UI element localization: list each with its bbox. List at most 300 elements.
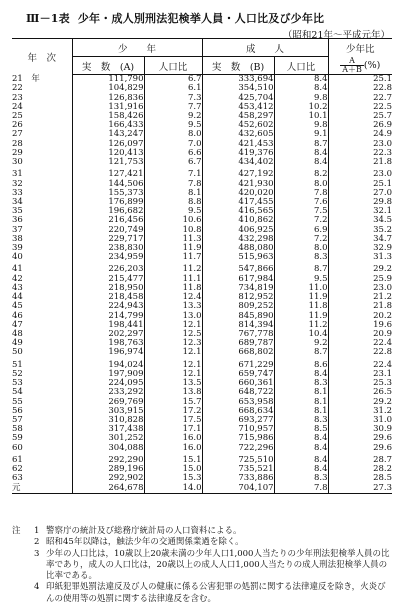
cell-juvenile-share: 22.4 xyxy=(328,358,392,370)
cell-juvenile-count: 176,899 xyxy=(72,198,144,207)
cell-juvenile-pop-ratio: 7.8 xyxy=(144,179,202,188)
cell-juvenile-share: 27.0 xyxy=(328,189,392,198)
cell-juvenile-count: 218,458 xyxy=(72,293,144,302)
note-text: 少年の人口比は，10歳以上20歳未満の少年人口1,000人当たりの少年刑法犯検挙人員の比率であり，成人の人口比は，20歳以上の成人人口1,000人当たりの成人刑法犯検挙人員の比率である。 xyxy=(46,548,390,582)
cell-adult-pop-ratio: 8.0 xyxy=(274,244,328,253)
note-item xyxy=(12,537,394,548)
cell-year: 61 xyxy=(12,454,23,465)
cell-adult-pop-ratio: 7.8 xyxy=(274,189,328,198)
cell-adult-count: 420,020 xyxy=(202,189,274,198)
table-row xyxy=(12,302,392,311)
cell-juvenile-pop-ratio: 15.3 xyxy=(144,474,202,483)
cell-juvenile-count: 269,769 xyxy=(72,397,144,406)
note-text: 昭和45年以降は，触法少年の交通関係業過を除く。 xyxy=(46,537,244,548)
cell-adult-pop-ratio: 8.2 xyxy=(274,167,328,179)
cell-juvenile-pop-ratio: 7.1 xyxy=(144,167,202,179)
table-row xyxy=(12,140,392,149)
cell-juvenile-share: 26.9 xyxy=(328,121,392,130)
col-header-year: 年 次 xyxy=(12,39,72,75)
cell-adult-pop-ratio: 8.1 xyxy=(274,407,328,416)
cell-year: 62 xyxy=(12,464,23,475)
cell-year: 59 xyxy=(12,433,23,444)
cell-juvenile-share: 28.5 xyxy=(328,474,392,483)
cell-adult-pop-ratio: 8.4 xyxy=(274,75,328,85)
table-row xyxy=(12,330,392,339)
cell-adult-count: 452,602 xyxy=(202,121,274,130)
cell-juvenile-pop-ratio: 11.1 xyxy=(144,275,202,284)
table-row xyxy=(12,370,392,379)
cell-juvenile-pop-ratio: 10.8 xyxy=(144,226,202,235)
cell-year: 46 xyxy=(12,310,23,321)
table-row xyxy=(12,103,392,112)
cell-juvenile-pop-ratio: 12.1 xyxy=(144,370,202,379)
cell-juvenile-count: 304,088 xyxy=(72,444,144,453)
cell-juvenile-count: 303,915 xyxy=(72,407,144,416)
table-row xyxy=(12,407,392,416)
cell-juvenile-count: 218,950 xyxy=(72,284,144,293)
cell-adult-count: 333,694 xyxy=(202,75,274,85)
cell-juvenile-share: 27.3 xyxy=(328,483,392,493)
cell-adult-pop-ratio: 10.4 xyxy=(274,330,328,339)
cell-juvenile-share: 25.1 xyxy=(328,75,392,85)
cell-year: 23 xyxy=(12,92,23,103)
col-header-juvenile-ratio: 少年比 xyxy=(328,39,392,57)
cell-juvenile-count: 166,433 xyxy=(72,121,144,130)
cell-juvenile-share: 25.9 xyxy=(328,275,392,284)
cell-adult-pop-ratio: 11.8 xyxy=(274,302,328,311)
note-text: 印紙犯罪処罰法違反及び人の健康に係る公害犯罪の処罰に関する法律違反を除き，火炎びんの使用等の処罰に関する法律違反を含む。 xyxy=(46,582,386,604)
cell-juvenile-pop-ratio: 7.0 xyxy=(144,140,202,149)
cell-adult-count: 722,296 xyxy=(202,444,274,453)
cell-year: 57 xyxy=(12,414,23,425)
cell-juvenile-count: 289,196 xyxy=(72,465,144,474)
cell-adult-count: 660,361 xyxy=(202,379,274,388)
cell-adult-count: 453,412 xyxy=(202,103,274,112)
cell-juvenile-pop-ratio: 11.2 xyxy=(144,262,202,274)
cell-adult-count: 515,963 xyxy=(202,253,274,262)
cell-juvenile-share: 22.8 xyxy=(328,84,392,93)
table-row xyxy=(12,149,392,158)
cell-juvenile-count: 198,763 xyxy=(72,339,144,348)
cell-adult-pop-ratio: 7.6 xyxy=(274,198,328,207)
cell-adult-pop-ratio: 10.2 xyxy=(274,103,328,112)
cell-adult-count: 416,565 xyxy=(202,207,274,216)
table-row xyxy=(12,483,392,493)
cell-juvenile-count: 155,373 xyxy=(72,189,144,198)
cell-adult-count: 417,455 xyxy=(202,198,274,207)
cell-adult-count: 767,778 xyxy=(202,330,274,339)
table-row xyxy=(12,474,392,483)
cell-juvenile-share: 19.6 xyxy=(328,321,392,330)
cell-adult-pop-ratio: 10.1 xyxy=(274,112,328,121)
statistics-table xyxy=(12,38,392,494)
cell-juvenile-share: 23.0 xyxy=(328,167,392,179)
cell-juvenile-count: 197,909 xyxy=(72,370,144,379)
cell-adult-pop-ratio: 8.4 xyxy=(274,149,328,158)
cell-juvenile-share: 22.7 xyxy=(328,93,392,102)
table-row xyxy=(12,130,392,139)
cell-year: 51 xyxy=(12,359,23,370)
cell-year: 43 xyxy=(12,282,23,293)
cell-adult-pop-ratio: 8.1 xyxy=(274,388,328,397)
cell-adult-pop-ratio: 8.7 xyxy=(274,348,328,357)
cell-adult-count: 458,297 xyxy=(202,112,274,121)
cell-adult-pop-ratio: 8.4 xyxy=(274,370,328,379)
note-number: 2 xyxy=(34,537,40,548)
cell-adult-count: 421,930 xyxy=(202,179,274,188)
cell-juvenile-share: 28.2 xyxy=(328,465,392,474)
cell-juvenile-pop-ratio: 6.6 xyxy=(144,149,202,158)
note-label xyxy=(12,582,34,605)
cell-adult-pop-ratio: 8.4 xyxy=(274,444,328,453)
cell-juvenile-pop-ratio: 12.1 xyxy=(144,348,202,357)
cell-adult-count: 734,819 xyxy=(202,284,274,293)
table-row xyxy=(12,379,392,388)
fraction-denominator: A＋B xyxy=(342,64,362,74)
table-row xyxy=(12,284,392,293)
cell-adult-pop-ratio: 8.3 xyxy=(274,416,328,425)
cell-juvenile-pop-ratio: 8.0 xyxy=(144,130,202,139)
cell-juvenile-count: 126,097 xyxy=(72,140,144,149)
table-row xyxy=(12,453,392,465)
cell-adult-pop-ratio: 8.3 xyxy=(274,474,328,483)
note-item xyxy=(12,582,394,605)
cell-year: 21 年 xyxy=(12,73,40,84)
cell-adult-pop-ratio: 8.4 xyxy=(274,453,328,465)
cell-adult-count: 488,080 xyxy=(202,244,274,253)
cell-juvenile-count: 301,252 xyxy=(72,434,144,443)
note-number: 1 xyxy=(34,526,40,536)
cell-adult-count: 410,862 xyxy=(202,216,274,225)
cell-year: 48 xyxy=(12,329,23,340)
cell-adult-count: 425,704 xyxy=(202,93,274,102)
table-row xyxy=(12,167,392,179)
cell-juvenile-count: 216,456 xyxy=(72,216,144,225)
cell-juvenile-share: 32.9 xyxy=(328,244,392,253)
cell-juvenile-pop-ratio: 15.0 xyxy=(144,465,202,474)
cell-adult-count: 735,521 xyxy=(202,465,274,474)
cell-juvenile-count: 143,247 xyxy=(72,130,144,139)
cell-juvenile-pop-ratio: 17.1 xyxy=(144,425,202,434)
cell-juvenile-count: 317,438 xyxy=(72,425,144,434)
cell-adult-pop-ratio: 11.9 xyxy=(274,293,328,302)
table-row xyxy=(12,388,392,397)
note-label xyxy=(12,549,34,583)
cell-juvenile-pop-ratio: 17.5 xyxy=(144,416,202,425)
cell-year: 44 xyxy=(12,292,23,303)
col-header-juvenile: 少 年 xyxy=(72,39,202,57)
cell-year: 60 xyxy=(12,442,23,453)
cell-adult-pop-ratio: 11.0 xyxy=(274,284,328,293)
cell-juvenile-pop-ratio: 12.5 xyxy=(144,330,202,339)
table-row xyxy=(12,93,392,102)
note-label: 注 xyxy=(12,526,21,536)
cell-adult-count: 710,957 xyxy=(202,425,274,434)
cell-juvenile-pop-ratio: 16.0 xyxy=(144,444,202,453)
cell-adult-pop-ratio: 9.5 xyxy=(274,275,328,284)
cell-adult-pop-ratio: 7.8 xyxy=(274,483,328,493)
cell-juvenile-share: 22.8 xyxy=(328,348,392,357)
cell-juvenile-share: 20.2 xyxy=(328,311,392,320)
col-header-pop-ratio-adult: 人口比 xyxy=(274,57,328,75)
cell-adult-pop-ratio: 8.6 xyxy=(274,358,328,370)
cell-juvenile-share: 29.8 xyxy=(328,198,392,207)
table-row xyxy=(12,121,392,130)
cell-juvenile-share: 25.7 xyxy=(328,112,392,121)
cell-adult-count: 434,402 xyxy=(202,158,274,167)
table-row xyxy=(12,189,392,198)
table-row xyxy=(12,425,392,434)
table-title xyxy=(26,10,324,26)
cell-adult-pop-ratio: 7.2 xyxy=(274,216,328,225)
cell-juvenile-pop-ratio: 7.7 xyxy=(144,103,202,112)
cell-adult-count: 715,986 xyxy=(202,434,274,443)
cell-juvenile-share: 30.9 xyxy=(328,425,392,434)
cell-juvenile-pop-ratio: 11.8 xyxy=(144,284,202,293)
cell-juvenile-pop-ratio: 17.2 xyxy=(144,407,202,416)
notes-list xyxy=(12,526,394,605)
col-header-actual-a: 実 数 (A) xyxy=(72,57,144,75)
cell-juvenile-count: 144,506 xyxy=(72,179,144,188)
cell-juvenile-share: 25.3 xyxy=(328,379,392,388)
cell-juvenile-pop-ratio: 9.5 xyxy=(144,121,202,130)
col-header-pop-ratio-juvenile: 人口比 xyxy=(144,57,202,75)
note-label xyxy=(12,537,34,548)
cell-juvenile-count: 194,024 xyxy=(72,358,144,370)
table-row xyxy=(12,244,392,253)
cell-juvenile-share: 29.2 xyxy=(328,397,392,406)
cell-adult-pop-ratio: 8.4 xyxy=(274,434,328,443)
table-row xyxy=(12,207,392,216)
table-title-text: 少年・成人別刑法犯検挙人員・人口比及び少年比 xyxy=(77,12,325,25)
cell-adult-count: 668,634 xyxy=(202,407,274,416)
cell-juvenile-share: 22.3 xyxy=(328,149,392,158)
cell-year: 26 xyxy=(12,120,23,131)
cell-juvenile-pop-ratio: 8.8 xyxy=(144,198,202,207)
cell-juvenile-pop-ratio: 9.2 xyxy=(144,112,202,121)
cell-juvenile-count: 111,790 xyxy=(72,75,144,85)
cell-juvenile-share: 24.9 xyxy=(328,130,392,139)
cell-juvenile-count: 215,477 xyxy=(72,275,144,284)
cell-juvenile-share: 22.4 xyxy=(328,339,392,348)
cell-juvenile-pop-ratio: 11.3 xyxy=(144,235,202,244)
cell-year: 54 xyxy=(12,387,23,398)
cell-adult-count: 812,952 xyxy=(202,293,274,302)
cell-adult-pop-ratio: 8.3 xyxy=(274,379,328,388)
cell-juvenile-pop-ratio: 6.7 xyxy=(144,158,202,167)
cell-year: 34 xyxy=(12,196,23,207)
cell-juvenile-pop-ratio: 16.0 xyxy=(144,434,202,443)
cell-juvenile-share: 25.1 xyxy=(328,179,392,188)
cell-juvenile-pop-ratio: 12.3 xyxy=(144,339,202,348)
cell-adult-count: 432,298 xyxy=(202,235,274,244)
cell-adult-pop-ratio: 9.8 xyxy=(274,93,328,102)
cell-juvenile-count: 292,902 xyxy=(72,474,144,483)
cell-year: 33 xyxy=(12,187,23,198)
cell-year: 58 xyxy=(12,424,23,435)
table-code: Ⅲ－1表 xyxy=(26,12,70,25)
cell-adult-pop-ratio: 7.2 xyxy=(274,235,328,244)
cell-adult-pop-ratio: 6.9 xyxy=(274,226,328,235)
cell-juvenile-pop-ratio: 9.5 xyxy=(144,207,202,216)
table-row xyxy=(12,465,392,474)
percent-unit: (%) xyxy=(363,59,381,71)
cell-juvenile-share: 32.1 xyxy=(328,207,392,216)
cell-year: 39 xyxy=(12,243,23,254)
cell-juvenile-pop-ratio: 10.6 xyxy=(144,216,202,225)
cell-adult-count: 704,107 xyxy=(202,483,274,493)
cell-juvenile-pop-ratio: 12.1 xyxy=(144,321,202,330)
cell-year: 38 xyxy=(12,233,23,244)
table-row xyxy=(12,358,392,370)
cell-juvenile-share: 29.2 xyxy=(328,262,392,274)
cell-juvenile-pop-ratio: 8.1 xyxy=(144,189,202,198)
cell-juvenile-count: 196,974 xyxy=(72,348,144,357)
cell-juvenile-count: 131,916 xyxy=(72,103,144,112)
cell-juvenile-count: 292,290 xyxy=(72,453,144,465)
cell-adult-count: 671,229 xyxy=(202,358,274,370)
cell-year: 49 xyxy=(12,338,23,349)
cell-year: 63 xyxy=(12,473,23,484)
table-row xyxy=(12,397,392,406)
cell-adult-count: 653,958 xyxy=(202,397,274,406)
cell-year: 36 xyxy=(12,215,23,226)
notes-section xyxy=(12,526,394,605)
table-period: （昭和21年～平成元年） xyxy=(282,30,390,41)
cell-adult-count: 648,722 xyxy=(202,388,274,397)
cell-year: 30 xyxy=(12,157,23,168)
note-item xyxy=(12,549,394,583)
cell-year: 53 xyxy=(12,378,23,389)
cell-year: 32 xyxy=(12,178,23,189)
table-row xyxy=(12,434,392,443)
cell-juvenile-pop-ratio: 13.5 xyxy=(144,379,202,388)
cell-juvenile-count: 126,836 xyxy=(72,93,144,102)
table-body xyxy=(12,75,392,494)
cell-adult-pop-ratio: 9.2 xyxy=(274,339,328,348)
cell-juvenile-pop-ratio: 12.4 xyxy=(144,293,202,302)
table-row xyxy=(12,198,392,207)
cell-year: 22 xyxy=(12,83,23,94)
cell-juvenile-count: 234,959 xyxy=(72,253,144,262)
cell-juvenile-count: 238,830 xyxy=(72,244,144,253)
cell-juvenile-count: 226,203 xyxy=(72,262,144,274)
cell-juvenile-count: 264,678 xyxy=(72,483,144,493)
cell-juvenile-share: 26.5 xyxy=(328,388,392,397)
table-row xyxy=(12,444,392,453)
cell-adult-count: 617,984 xyxy=(202,275,274,284)
cell-juvenile-pop-ratio: 11.7 xyxy=(144,253,202,262)
ratio-fraction xyxy=(340,57,364,74)
cell-juvenile-share: 21.2 xyxy=(328,293,392,302)
table-row xyxy=(12,179,392,188)
note-item xyxy=(12,526,394,537)
cell-adult-count: 432,605 xyxy=(202,130,274,139)
table-row xyxy=(12,253,392,262)
cell-adult-count: 814,394 xyxy=(202,321,274,330)
cell-juvenile-share: 29.6 xyxy=(328,444,392,453)
cell-juvenile-count: 224,095 xyxy=(72,379,144,388)
cell-juvenile-share: 23.0 xyxy=(328,284,392,293)
cell-year: 元 xyxy=(12,483,72,493)
cell-juvenile-count: 202,297 xyxy=(72,330,144,339)
table-row xyxy=(12,158,392,167)
cell-year: 28 xyxy=(12,138,23,149)
cell-juvenile-pop-ratio: 6.1 xyxy=(144,84,202,93)
cell-year: 25 xyxy=(12,110,23,121)
cell-juvenile-pop-ratio: 14.0 xyxy=(144,483,202,493)
cell-adult-count: 547,866 xyxy=(202,262,274,274)
cell-adult-pop-ratio: 11.2 xyxy=(274,321,328,330)
cell-juvenile-share: 35.2 xyxy=(328,226,392,235)
cell-adult-count: 725,510 xyxy=(202,453,274,465)
cell-juvenile-count: 233,292 xyxy=(72,388,144,397)
cell-juvenile-share: 21.8 xyxy=(328,302,392,311)
cell-juvenile-count: 310,828 xyxy=(72,416,144,425)
cell-year: 31 xyxy=(12,169,23,180)
cell-adult-pop-ratio: 11.9 xyxy=(274,311,328,320)
cell-adult-pop-ratio: 9.8 xyxy=(274,121,328,130)
cell-juvenile-pop-ratio: 15.1 xyxy=(144,453,202,465)
cell-juvenile-pop-ratio: 13.0 xyxy=(144,311,202,320)
cell-year: 27 xyxy=(12,129,23,140)
cell-adult-count: 354,510 xyxy=(202,84,274,93)
cell-adult-pop-ratio: 8.1 xyxy=(274,397,328,406)
table-row xyxy=(12,348,392,357)
cell-adult-count: 845,890 xyxy=(202,311,274,320)
table-row xyxy=(12,293,392,302)
cell-juvenile-share: 22.5 xyxy=(328,103,392,112)
cell-year: 56 xyxy=(12,405,23,416)
cell-juvenile-share: 31.3 xyxy=(328,253,392,262)
cell-year: 37 xyxy=(12,224,23,235)
cell-adult-count: 689,787 xyxy=(202,339,274,348)
table-row xyxy=(12,84,392,93)
fraction-numerator: A xyxy=(340,57,364,66)
cell-adult-pop-ratio: 8.3 xyxy=(274,253,328,262)
cell-adult-pop-ratio: 8.4 xyxy=(274,84,328,93)
cell-adult-pop-ratio: 7.5 xyxy=(274,207,328,216)
cell-juvenile-share: 34.7 xyxy=(328,235,392,244)
cell-adult-pop-ratio: 9.1 xyxy=(274,130,328,139)
cell-juvenile-count: 158,426 xyxy=(72,112,144,121)
table-row xyxy=(12,339,392,348)
cell-year: 42 xyxy=(12,273,23,284)
table-row xyxy=(12,75,392,85)
cell-juvenile-share: 28.7 xyxy=(328,453,392,465)
col-header-ratio-formula xyxy=(328,57,392,75)
cell-juvenile-count: 120,413 xyxy=(72,149,144,158)
cell-juvenile-share: 31.2 xyxy=(328,407,392,416)
cell-juvenile-pop-ratio: 13.8 xyxy=(144,388,202,397)
cell-year: 47 xyxy=(12,319,23,330)
table-row xyxy=(12,262,392,274)
table-row xyxy=(12,416,392,425)
cell-adult-count: 733,886 xyxy=(202,474,274,483)
cell-juvenile-share: 23.0 xyxy=(328,140,392,149)
cell-adult-count: 421,453 xyxy=(202,140,274,149)
table-row xyxy=(12,275,392,284)
cell-year: 40 xyxy=(12,252,23,263)
cell-year: 24 xyxy=(12,101,23,112)
cell-adult-count: 693,277 xyxy=(202,416,274,425)
table-row xyxy=(12,235,392,244)
cell-juvenile-pop-ratio: 7.3 xyxy=(144,93,202,102)
cell-juvenile-share: 34.5 xyxy=(328,216,392,225)
table-row xyxy=(12,216,392,225)
col-header-adult: 成 人 xyxy=(202,39,328,57)
cell-year: 45 xyxy=(12,301,23,312)
